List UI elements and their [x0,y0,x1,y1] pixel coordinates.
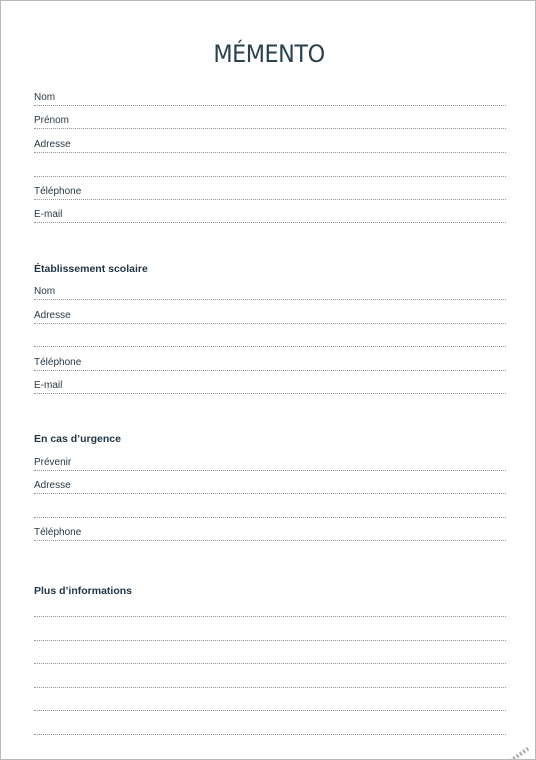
emergency-label-prevenir: Prévenir [34,457,72,468]
school-label-nom: Nom [34,286,56,297]
more-info-line[interactable] [34,687,506,688]
field-line-email[interactable] [34,222,506,223]
field-label-nom: Nom [34,92,56,103]
more-info-line[interactable] [34,640,506,641]
corner-perforation-mark [493,746,531,760]
section-heading-school: Établissement scolaire [34,263,148,275]
field-label-telephone: Téléphone [34,186,82,197]
page-title: MÉMENTO [213,40,325,68]
emergency-line-prevenir[interactable] [34,470,506,471]
more-info-line[interactable] [34,663,506,664]
school-line-adresse[interactable] [34,323,506,324]
school-line-adresse-continued[interactable] [34,346,506,347]
school-label-adresse: Adresse [34,310,71,321]
field-line-nom[interactable] [34,105,506,106]
school-line-nom[interactable] [34,299,506,300]
field-line-adresse[interactable] [34,152,506,153]
school-label-telephone: Téléphone [34,357,82,368]
emergency-line-adresse[interactable] [34,493,506,494]
more-info-line[interactable] [34,710,506,711]
field-label-email: E-mail [34,209,63,220]
more-info-line[interactable] [34,734,506,735]
field-label-prenom: Prénom [34,115,70,126]
field-line-adresse-continued[interactable] [34,176,506,177]
emergency-label-adresse: Adresse [34,480,71,491]
field-line-telephone[interactable] [34,199,506,200]
field-label-adresse: Adresse [34,139,71,150]
section-heading-emergency: En cas d’urgence [34,433,121,445]
field-line-prenom[interactable] [34,128,506,129]
school-line-email[interactable] [34,393,506,394]
emergency-label-telephone: Téléphone [34,527,82,538]
school-label-email: E-mail [34,380,63,391]
emergency-line-adresse-continued[interactable] [34,517,506,518]
section-heading-more-info: Plus d’informations [34,585,133,597]
emergency-line-telephone[interactable] [34,540,506,541]
school-line-telephone[interactable] [34,370,506,371]
more-info-line[interactable] [34,616,506,617]
